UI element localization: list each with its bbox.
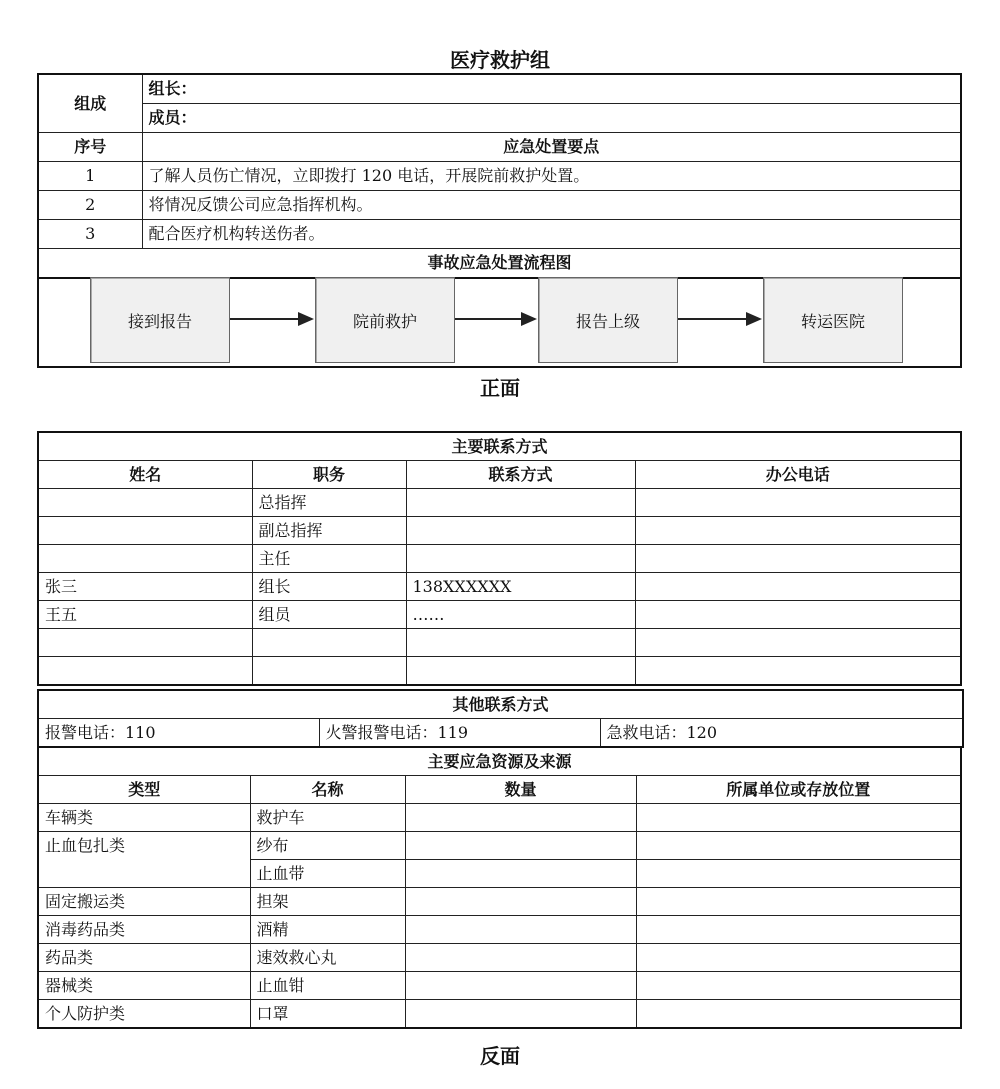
contact-row-cell: ……	[406, 601, 635, 629]
flow-step-receive-report: 接到报告	[90, 277, 230, 363]
front-caption: 正面	[480, 376, 520, 400]
members-label: 成员：	[142, 104, 961, 133]
contact-row-cell	[635, 517, 961, 545]
resource-row-cell	[405, 860, 636, 888]
resource-row-cell: 口罩	[250, 1000, 405, 1029]
resource-row-cell: 担架	[250, 888, 405, 916]
contact-row-cell: 副总指挥	[252, 517, 406, 545]
resource-row-cell: 酒精	[250, 916, 405, 944]
contact-row-cell	[252, 629, 406, 657]
contact-row-cell: 王五	[38, 601, 252, 629]
arrow-head-icon	[746, 312, 762, 326]
contact-row-cell: 组长	[252, 573, 406, 601]
resource-row-cell	[636, 804, 961, 832]
flow-step-report-superior: 报告上级	[538, 277, 678, 363]
resource-row-cell	[38, 860, 250, 888]
contact-row	[38, 629, 961, 657]
contact-row-cell: 138XXXXXX	[406, 573, 635, 601]
header-office-phone: 办公电话	[635, 461, 961, 489]
resource-row-cell	[405, 972, 636, 1000]
contact-row	[38, 657, 961, 686]
point-no: 3	[38, 220, 142, 249]
point-row	[38, 220, 961, 249]
point-no: 2	[38, 191, 142, 220]
contact-row-cell	[38, 629, 252, 657]
resource-row-cell	[405, 804, 636, 832]
contact-row-cell	[252, 657, 406, 686]
resource-row-cell	[636, 888, 961, 916]
resource-row-cell: 药品类	[38, 944, 250, 972]
contact-row-cell	[635, 601, 961, 629]
resource-row-cell: 速效救心丸	[250, 944, 405, 972]
contact-row-cell	[38, 489, 252, 517]
resources-body	[38, 804, 961, 1029]
contact-row-cell	[635, 489, 961, 517]
resource-row	[38, 916, 961, 944]
contacts-body	[38, 489, 961, 686]
point-row	[38, 162, 961, 191]
point-no: 1	[38, 162, 142, 191]
contact-row-cell	[406, 629, 635, 657]
flow-arrow	[678, 318, 748, 320]
points-header: 应急处置要点	[142, 133, 961, 162]
contact-row-cell: 张三	[38, 573, 252, 601]
resource-row-cell	[405, 916, 636, 944]
fire-phone: 火警报警电话：119	[319, 719, 600, 748]
contact-row-cell	[38, 517, 252, 545]
header-item-name: 名称	[250, 776, 405, 804]
back-caption: 反面	[480, 1044, 520, 1068]
point-row	[38, 191, 961, 220]
resource-row-cell	[405, 832, 636, 860]
resource-row-cell: 消毒药品类	[38, 916, 250, 944]
contact-row-cell	[38, 545, 252, 573]
front-table	[37, 73, 962, 279]
resource-row-cell	[636, 972, 961, 1000]
resource-row-cell	[636, 832, 961, 860]
resources-table	[37, 746, 962, 1029]
arrow-head-icon	[521, 312, 537, 326]
header-position: 职务	[252, 461, 406, 489]
resource-row-cell: 纱布	[250, 832, 405, 860]
contact-row-cell	[406, 517, 635, 545]
resource-row	[38, 888, 961, 916]
header-location: 所属单位或存放位置	[636, 776, 961, 804]
resource-row-cell	[405, 1000, 636, 1029]
other-contacts-table	[37, 689, 964, 748]
contact-row	[38, 517, 961, 545]
resource-row	[38, 1000, 961, 1029]
police-phone: 报警电话：110	[38, 719, 319, 748]
contact-row-cell: 总指挥	[252, 489, 406, 517]
contact-row	[38, 489, 961, 517]
header-type: 类型	[38, 776, 250, 804]
flow-step-transfer-hospital: 转运医院	[763, 277, 903, 363]
contact-row	[38, 601, 961, 629]
resources-title: 主要应急资源及来源	[38, 747, 961, 776]
contact-row	[38, 573, 961, 601]
ambulance-phone: 急救电话：120	[600, 719, 963, 748]
point-text: 将情况反馈公司应急指挥机构。	[142, 191, 961, 220]
resource-row	[38, 860, 961, 888]
header-name: 姓名	[38, 461, 252, 489]
resource-row-cell	[405, 944, 636, 972]
contact-row-cell	[38, 657, 252, 686]
flow-title: 事故应急处置流程图	[38, 249, 961, 279]
seq-header: 序号	[38, 133, 142, 162]
resource-row-cell: 止血包扎类	[38, 832, 250, 860]
resource-row	[38, 944, 961, 972]
contacts-table	[37, 431, 962, 686]
resource-row-cell	[636, 944, 961, 972]
other-title: 其他联系方式	[38, 690, 963, 719]
contact-row-cell	[635, 657, 961, 686]
resource-row-cell: 止血钳	[250, 972, 405, 1000]
contact-row-cell	[635, 629, 961, 657]
resource-row-cell: 固定搬运类	[38, 888, 250, 916]
flow-arrow	[455, 318, 523, 320]
flow-arrow	[230, 318, 300, 320]
resource-row-cell: 车辆类	[38, 804, 250, 832]
resource-row-cell: 器械类	[38, 972, 250, 1000]
resource-row-cell: 救护车	[250, 804, 405, 832]
leader-label: 组长：	[142, 74, 961, 104]
contact-row-cell: 组员	[252, 601, 406, 629]
resource-row-cell: 个人防护类	[38, 1000, 250, 1029]
contact-row-cell	[406, 489, 635, 517]
point-text: 配合医疗机构转送伤者。	[142, 220, 961, 249]
resource-row	[38, 832, 961, 860]
flow-step-prehospital-care: 院前救护	[315, 277, 455, 363]
header-quantity: 数量	[405, 776, 636, 804]
point-text: 了解人员伤亡情况，立即拨打 120 电话，开展院前救护处置。	[142, 162, 961, 191]
contact-row-cell: 主任	[252, 545, 406, 573]
resource-row-cell	[636, 1000, 961, 1029]
contact-row	[38, 545, 961, 573]
contact-row-cell	[406, 657, 635, 686]
front-title: 医疗救护组	[450, 48, 550, 72]
resource-row-cell	[636, 860, 961, 888]
composition-label: 组成	[38, 74, 142, 133]
arrow-head-icon	[298, 312, 314, 326]
contact-row-cell	[635, 545, 961, 573]
header-contact: 联系方式	[406, 461, 635, 489]
resource-row-cell	[405, 888, 636, 916]
contact-row-cell	[406, 545, 635, 573]
contacts-title: 主要联系方式	[38, 432, 961, 461]
contact-row-cell	[635, 573, 961, 601]
resource-row	[38, 804, 961, 832]
resource-row-cell	[636, 916, 961, 944]
resource-row	[38, 972, 961, 1000]
resource-row-cell: 止血带	[250, 860, 405, 888]
